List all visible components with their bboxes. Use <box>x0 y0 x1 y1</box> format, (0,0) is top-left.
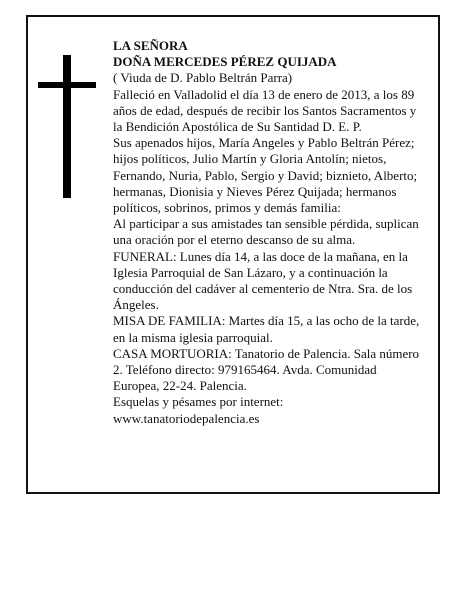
family-paragraph: Sus apenados hijos, María Angeles y Pablo Beltrán Pérez; hijos políticos, Julio Martín y Gloria Antolín; nietos, Fernando, Nuria, Pablo, Sergio y David; biznieto, Alberto; hermanas, Dionisia y Nieves Pérez Quijada; hermanos políticos, sobrinos, primos y demás familia: <box>113 135 418 216</box>
mortuary-paragraph: CASA MORTUORIA: Tanatorio de Palencia. Sala número 2. Teléfono directo: 979165464. Avda. Comunidad Europea, 22-24. Palencia. <box>113 345 420 394</box>
request-paragraph: Al participar a sus amistades tan sensible pérdida, suplican una oración por el eterno descanso de su alma. <box>113 216 419 248</box>
website-link[interactable]: www.tanatoriodepalencia.es <box>113 410 260 426</box>
funeral-paragraph: FUNERAL: Lunes día 14, a las doce de la mañana, en la Iglesia Parroquial de San Lázaro, y a continuación la conducción del cadáver al cementerio de Ntra. Sra. de los Ángeles. <box>113 248 413 313</box>
death-paragraph: Falleció en Valladolid el día 13 de enero de 2013, a los 89 años de edad, después de recibir los Santos Sacramentos y la Bendición Apostólica de Su Santidad D. E. P. <box>113 86 417 135</box>
cross-vertical-bar <box>63 55 71 198</box>
latin-cross-icon <box>38 55 96 198</box>
family-mass-paragraph: MISA DE FAMILIA: Martes día 15, a las ocho de la tarde, en la misma iglesia parroquial. <box>113 313 420 345</box>
notice-heading: LA SEÑORA <box>113 38 188 53</box>
deceased-name: DOÑA MERCEDES PÉREZ QUIJADA <box>113 54 337 70</box>
obituary-text <box>113 38 423 427</box>
internet-label: Esquelas y pésames por internet: <box>113 394 284 410</box>
cross-horizontal-bar <box>38 82 96 88</box>
widow-note: ( Viuda de D. Pablo Beltrán Parra) <box>113 70 293 86</box>
